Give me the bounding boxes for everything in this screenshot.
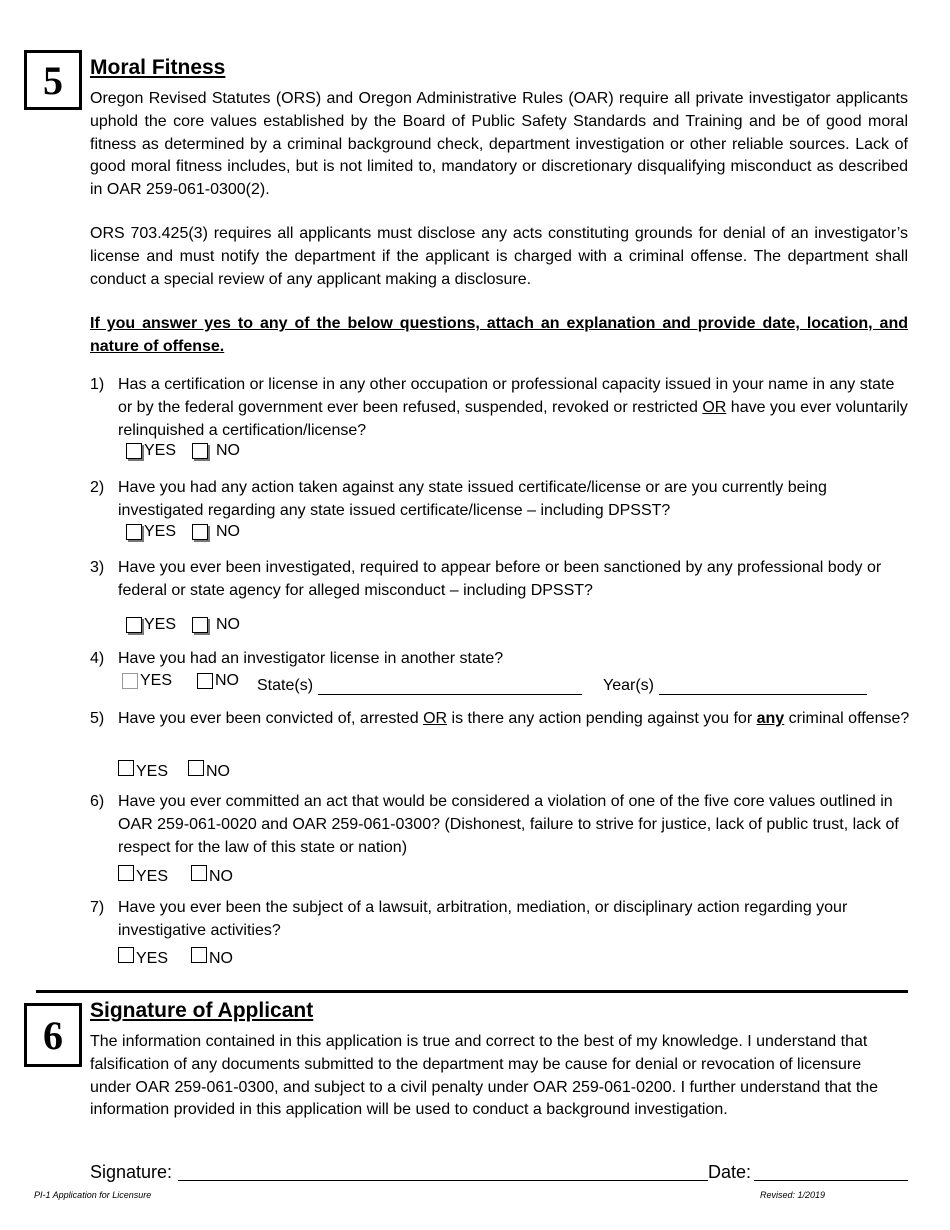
checkbox[interactable] — [192, 617, 208, 633]
yes-option[interactable] — [118, 860, 168, 886]
yes-option[interactable] — [126, 616, 176, 634]
years-input-line[interactable] — [659, 694, 867, 695]
question-text: Have you ever been investigated, required to appear before or been sanctioned by any professional body or federal or state agency for alleged misconduct – including DPSST? — [118, 559, 882, 599]
section-title: Moral Fitness — [90, 56, 226, 79]
option-label: YES — [136, 950, 169, 967]
option-label: NO — [209, 950, 233, 967]
question-text-emphasis: OR — [423, 710, 448, 727]
question-number: 4) — [90, 650, 105, 667]
question-text: Have you had any action taken against any state issued certificate/license or are you currently being investigated regarding any state issued certificate/license – including DPSST? — [118, 479, 827, 519]
option-label: NO — [206, 763, 230, 780]
question-text — [118, 374, 910, 442]
section-number-box — [24, 50, 82, 110]
option-label: YES — [140, 672, 173, 689]
checkbox[interactable] — [126, 524, 142, 540]
date-input-line[interactable] — [754, 1180, 908, 1181]
no-option[interactable] — [191, 942, 233, 968]
option-label: YES — [144, 616, 177, 633]
section-number: 5 — [43, 57, 63, 103]
checkbox[interactable] — [126, 617, 142, 633]
question-text: Have you ever been the subject of a lawsuit, arbitration, mediation, or disciplinary action regarding your investigative activities? — [118, 899, 848, 939]
years-label: Year(s) — [603, 677, 654, 694]
checkbox[interactable] — [122, 673, 138, 689]
checkbox[interactable] — [197, 673, 213, 689]
checkbox[interactable] — [118, 947, 134, 963]
section-number: 6 — [43, 1012, 63, 1058]
no-option[interactable] — [188, 755, 230, 781]
option-label: NO — [209, 868, 233, 885]
no-option[interactable] — [192, 442, 240, 460]
option-label: NO — [216, 523, 240, 540]
instruction-text: If you answer yes to any of the below questions, attach an explanation and provide date, location, and nature of offense. — [90, 315, 908, 355]
signature-input-line[interactable] — [178, 1180, 708, 1181]
states-input-line[interactable] — [318, 694, 582, 695]
option-label: YES — [144, 442, 177, 459]
yes-option[interactable] — [118, 942, 168, 968]
footer-form-name: PI-1 Application for Licensure — [34, 1190, 152, 1200]
option-label: NO — [216, 442, 240, 459]
checkbox[interactable] — [126, 443, 142, 459]
question-text: Have you ever committed an act that would be considered a violation of one of the five core values outlined in OAR 259-061-0020 and OAR 259-061-0300? (Dishonest, failure to strive for justice, lack of public trust, lack of respect for the law of this state or nation) — [118, 793, 899, 856]
question-text-part: have you ever voluntarily relinquished a certification/license? — [118, 398, 908, 439]
checkbox[interactable] — [191, 947, 207, 963]
checkbox[interactable] — [192, 443, 208, 459]
option-label: NO — [215, 672, 239, 689]
checkbox[interactable] — [118, 865, 134, 881]
yes-option[interactable] — [118, 755, 168, 781]
no-option[interactable] — [197, 672, 239, 690]
option-label: YES — [144, 523, 177, 540]
question-text-part: is there any action pending against you for — [447, 710, 757, 727]
question-number: 1) — [90, 376, 105, 393]
section-number-box — [24, 1003, 82, 1067]
signature-label: Signature: — [90, 1162, 173, 1182]
paragraph: The information contained in this application is true and correct to the best of my knowledge. I understand that falsification of any documents submitted to the department may be cause for denial or revocation of licensure under OAR 259-061-0300, and subject to a civil penalty under OAR 259-061-0200. I further understand that the information provided in this application will be used to conduct a background investigation. — [90, 1033, 879, 1119]
checkbox[interactable] — [188, 760, 204, 776]
question-number: 6) — [90, 793, 105, 810]
question-number: 5) — [90, 710, 105, 727]
paragraph: ORS 703.425(3) requires all applicants must disclose any acts constituting grounds for denial of an investigator’s license and must notify the department if the applicant is charged with a criminal offense. The department shall conduct a special review of any applicant making a disclosure. — [90, 225, 908, 288]
question-text-part: criminal offense? — [784, 710, 910, 727]
question-number: 3) — [90, 559, 105, 576]
checkbox[interactable] — [191, 865, 207, 881]
no-option[interactable] — [192, 523, 240, 541]
question-text-part: Has a certification or license in any other occupation or professional capacity issued in your name in any state or by the federal government ever been refused, suspended, revoked or restricted — [118, 376, 895, 416]
footer-revision: Revised: 1/2019 — [760, 1190, 826, 1200]
yes-option[interactable] — [122, 672, 172, 690]
question-text-emphasis: OR — [702, 398, 727, 416]
no-option[interactable] — [192, 616, 240, 634]
checkbox[interactable] — [118, 760, 134, 776]
option-label: YES — [136, 868, 169, 885]
question-text: Have you had an investigator license in another state? — [118, 650, 504, 667]
paragraph: Oregon Revised Statutes (ORS) and Oregon Administrative Rules (OAR) require all private investigator applicants uphold the core values established by the Board of Public Safety Standards and Training and be of good moral fitness as determined by a criminal background check, department investigation or other reliable sources. Lack of good moral fitness includes, but is not limited to, mandatory or discretionary disqualifying misconduct as described in OAR 259-061-0300(2). — [90, 90, 908, 199]
question-number: 7) — [90, 899, 105, 916]
section-title: Signature of Applicant — [90, 999, 314, 1022]
question-text-part: Have you ever been convicted of, arrested — [118, 710, 424, 727]
yes-option[interactable] — [126, 523, 176, 541]
yes-option[interactable] — [126, 442, 176, 460]
states-label: State(s) — [257, 677, 314, 694]
date-label: Date: — [708, 1162, 752, 1182]
no-option[interactable] — [191, 860, 233, 886]
option-label: YES — [136, 763, 169, 780]
checkbox[interactable] — [192, 524, 208, 540]
question-number: 2) — [90, 479, 105, 496]
section-divider — [36, 990, 908, 993]
option-label: NO — [216, 616, 240, 633]
question-text-emphasis: any — [756, 710, 785, 727]
question-text — [118, 708, 910, 731]
